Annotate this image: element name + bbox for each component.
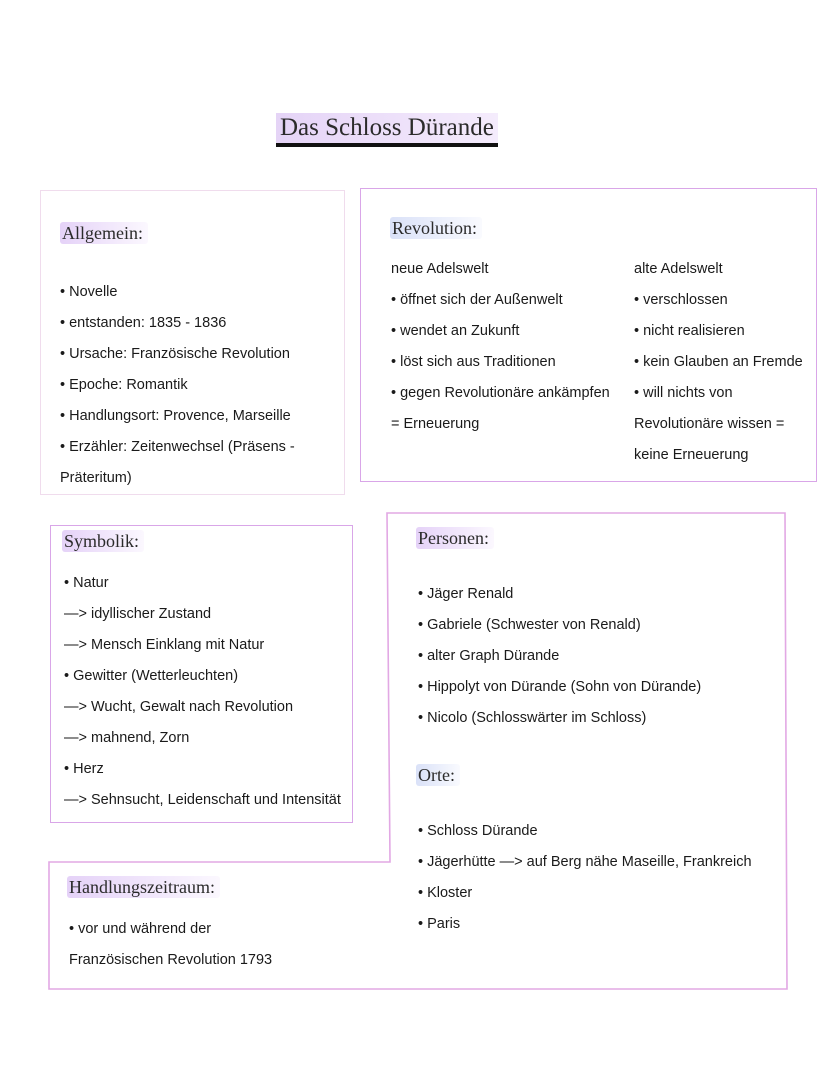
list-item: • löst sich aus Traditionen: [391, 354, 556, 370]
list-item: —> mahnend, Zorn: [64, 730, 190, 746]
list-item: • Jägerhütte —> auf Berg nähe Maseille, Frankreich: [418, 854, 752, 870]
personen-heading: Personen:: [416, 527, 494, 549]
handlungszeitraum-heading: Handlungszeitraum:: [67, 876, 220, 898]
list-item: —> Sehnsucht, Leidenschaft und Intensität: [64, 792, 341, 808]
list-item: • kein Glauben an Fremde: [634, 354, 803, 370]
list-item: • Herz: [64, 761, 104, 777]
list-item: Französischen Revolution 1793: [69, 952, 273, 968]
list-item: • verschlossen: [634, 292, 728, 308]
list-item: • wendet an Zukunft: [391, 323, 520, 339]
list-item: • Nicolo (Schlosswärter im Schloss): [418, 710, 647, 726]
list-item: Präteritum): [60, 470, 132, 486]
list-item: • Gewitter (Wetterleuchten): [64, 668, 239, 684]
list-item: • alter Graph Dürande: [418, 648, 560, 664]
orte-heading: Orte:: [416, 764, 460, 786]
list-item: • Hippolyt von Dürande (Sohn von Dürande): [418, 679, 702, 695]
revolution-heading: Revolution:: [390, 217, 482, 239]
list-item: • vor und während der: [69, 921, 212, 937]
list-item: alte Adelswelt: [634, 261, 723, 277]
list-item: • entstanden: 1835 - 1836: [60, 315, 227, 331]
list-item: = Erneuerung: [391, 416, 480, 432]
list-item: • Jäger Renald: [418, 586, 514, 602]
list-item: • Natur: [64, 575, 109, 591]
list-item: —> Wucht, Gewalt nach Revolution: [64, 699, 294, 715]
allgemein-heading: Allgemein:: [60, 222, 148, 244]
list-item: • Paris: [418, 916, 461, 932]
list-item: —> Mensch Einklang mit Natur: [64, 637, 265, 653]
list-item: • Kloster: [418, 885, 473, 901]
list-item: • Ursache: Französische Revolution: [60, 346, 290, 362]
list-item: keine Erneuerung: [634, 447, 749, 463]
handlungszeitraum-list: [69, 919, 272, 981]
list-item: • Gabriele (Schwester von Renald): [418, 617, 641, 633]
list-item: • Novelle: [60, 284, 118, 300]
list-item: • Epoche: Romantik: [60, 377, 188, 393]
orte-list: [418, 821, 752, 945]
list-item: • nicht realisieren: [634, 323, 745, 339]
symbolik-heading: Symbolik:: [62, 530, 144, 552]
page-title: Das Schloss Dürande: [276, 113, 498, 147]
list-item: • Handlungsort: Provence, Marseille: [60, 408, 291, 424]
list-item: • gegen Revolutionäre ankämpfen: [391, 385, 610, 401]
list-item: neue Adelswelt: [391, 261, 489, 277]
list-item: • will nichts von: [634, 385, 733, 401]
list-item: Revolutionäre wissen =: [634, 416, 785, 432]
list-item: • öffnet sich der Außenwelt: [391, 292, 563, 308]
list-item: • Schloss Dürande: [418, 823, 538, 839]
personen-list: [418, 584, 701, 739]
list-item: • Erzähler: Zeitenwechsel (Präsens -: [60, 439, 295, 455]
list-item: —> idyllischer Zustand: [64, 606, 212, 622]
